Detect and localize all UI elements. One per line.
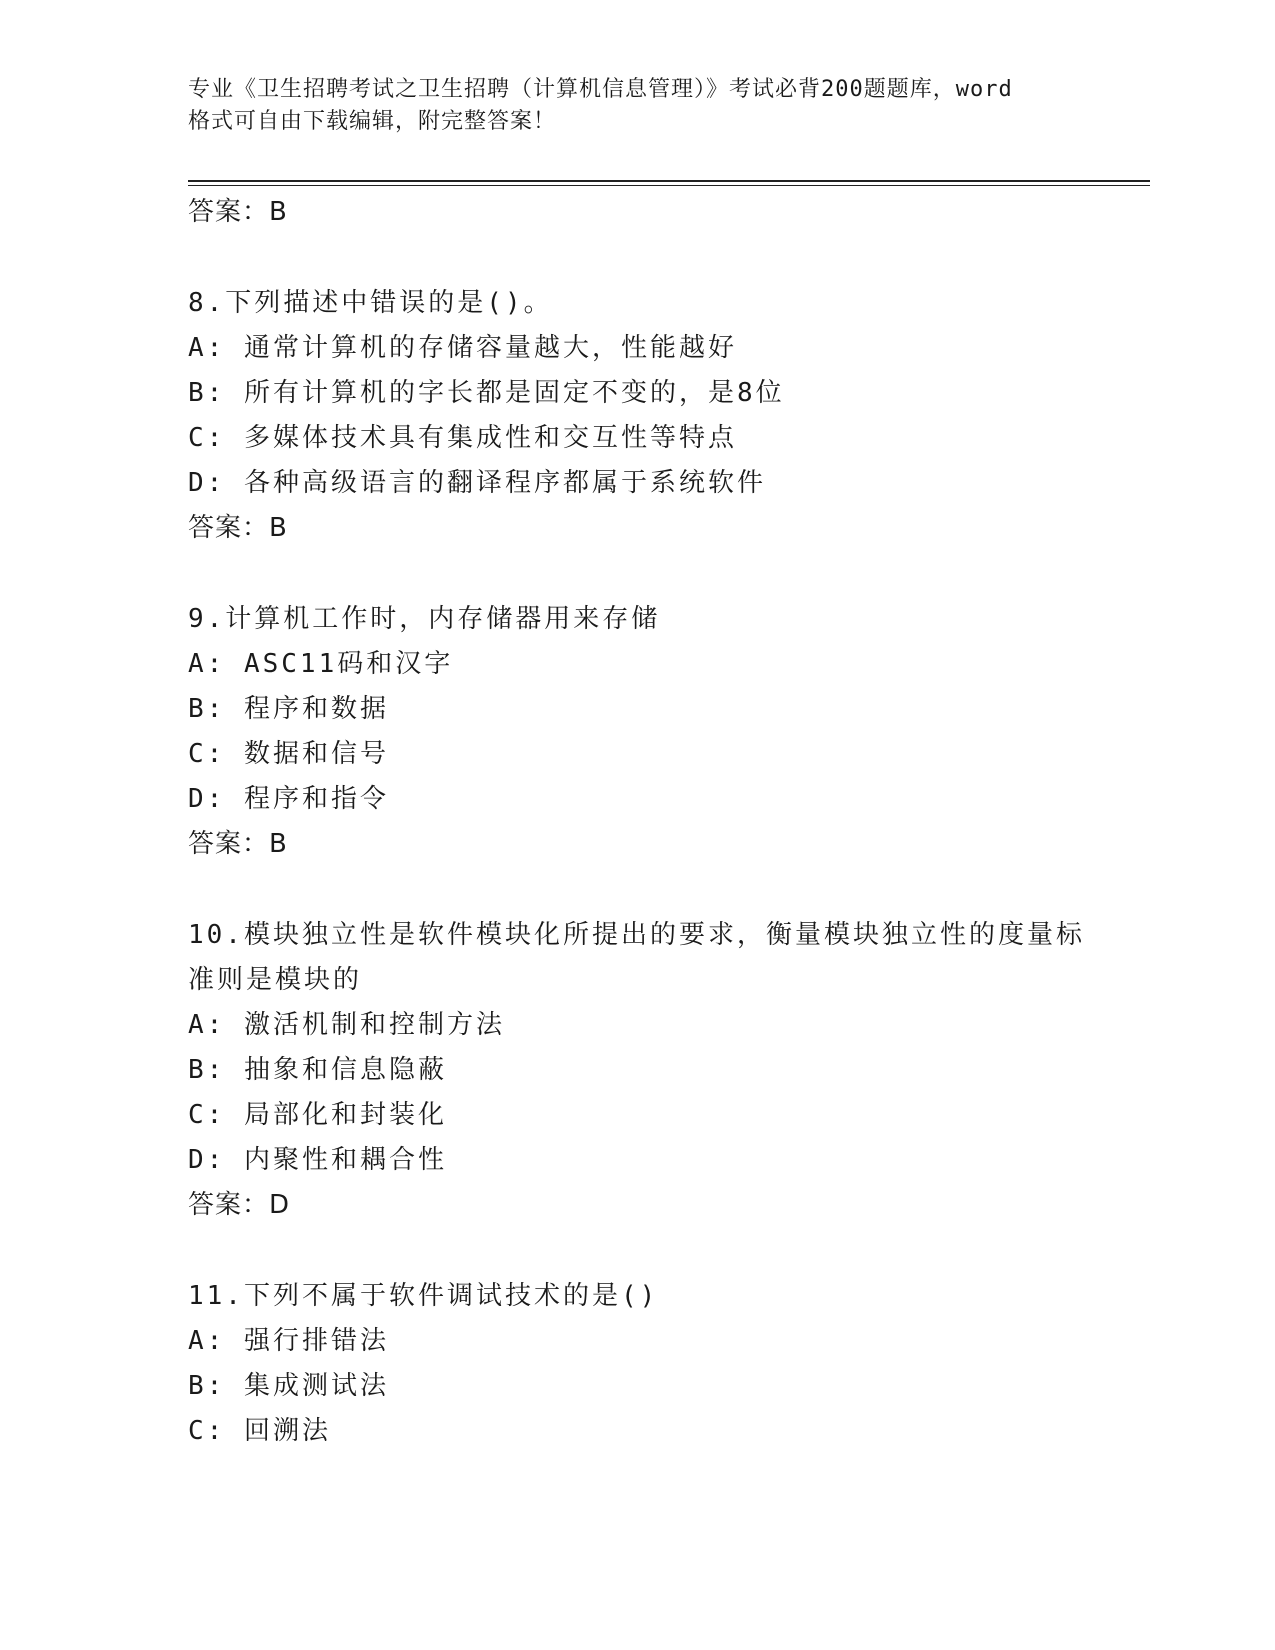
option-b: B: 集成测试法 [188,1371,389,1401]
option-b: B: 所有计算机的字长都是固定不变的，是8位 [188,378,785,408]
option-d: D: 内聚性和耦合性 [188,1145,447,1175]
header-line-2: 格式可自由下载编辑，附完整答案！ [188,109,557,134]
question-9 [188,597,1088,867]
question-stem: 11.下列不属于软件调试技术的是() [188,1281,659,1311]
question-11 [188,1274,1088,1454]
option-b: B: 抽象和信息隐蔽 [188,1055,447,1085]
option-c: C: 局部化和封装化 [188,1100,447,1130]
header-line-1: 专业《卫生招聘考试之卫生招聘（计算机信息管理）》考试必背200题题库，word [188,77,1013,102]
question-list [188,190,1088,1454]
question-10 [188,913,1088,1228]
question-stem: 9.计算机工作时，内存储器用来存储 [188,604,661,634]
answer-line: 答案：B [188,829,288,859]
option-d: D: 程序和指令 [188,784,389,814]
option-a: A: ASC11码和汉字 [188,649,454,679]
question-stem: 8.下列描述中错误的是()。 [188,288,553,318]
answer-line: 答案：B [188,513,288,543]
question-8 [188,281,1088,551]
option-c: C: 回溯法 [188,1416,331,1446]
option-d: D: 各种高级语言的翻译程序都属于系统软件 [188,468,766,498]
answer-line: 答案：B [188,197,288,227]
option-a: A: 强行排错法 [188,1326,389,1356]
document-header [188,74,1088,138]
header-divider-thin [188,185,1150,186]
option-a: A: 激活机制和控制方法 [188,1010,505,1040]
option-a: A: 通常计算机的存储容量越大，性能越好 [188,333,737,363]
option-c: C: 多媒体技术具有集成性和交互性等特点 [188,423,737,453]
option-b: B: 程序和数据 [188,694,389,724]
header-divider-thick [188,180,1150,182]
question-stem-line-2: 准则是模块的 [188,965,363,995]
answer-line: 答案：D [188,1190,291,1220]
option-c: C: 数据和信号 [188,739,389,769]
question-stem-line-1: 10.模块独立性是软件模块化所提出的要求，衡量模块独立性的度量标 [188,920,1085,950]
